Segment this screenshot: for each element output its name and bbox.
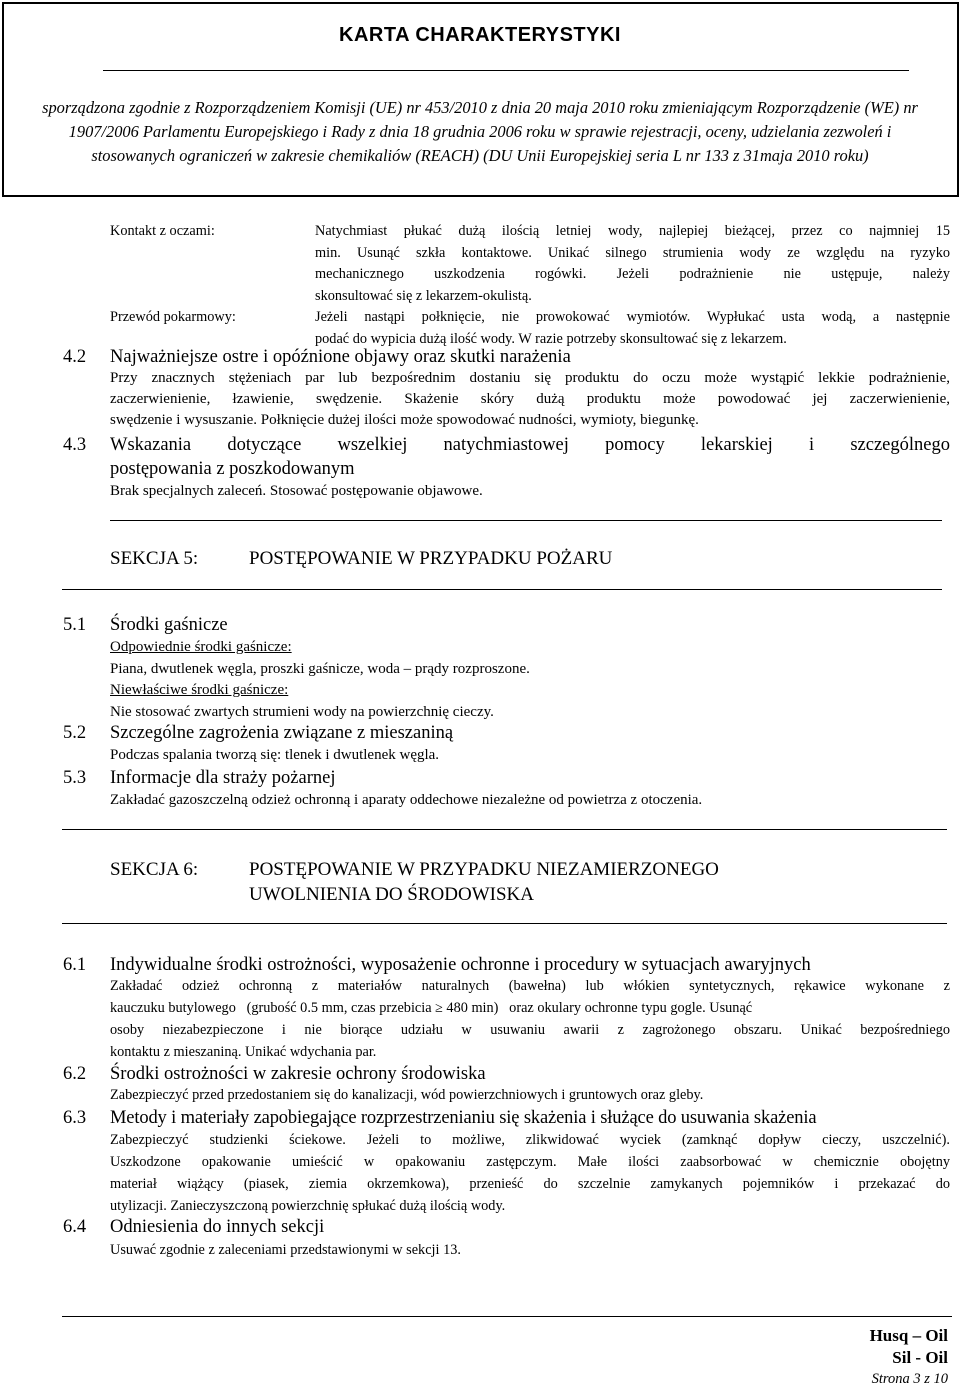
- section-6-3-line-4: utylizacji. Zanieczyszczoną powierzchnię spłukać dużą ilością wody.: [110, 1198, 506, 1214]
- section-6-3-heading: Metody i materiały zapobiegające rozprzestrzenianiu się skażenia i służące do usuwania skażenia: [110, 1108, 817, 1128]
- section-6-1-line-1: Zakładać odzież ochronną z materiałów naturalnych (bawełna) lub włókien syntetycznych, rękawice wykonane z: [110, 978, 950, 994]
- section-6-3-line-2: Uszkodzone opakowanie umieścić w opakowaniu zastępczym. Małe ilości zaabsorbować w chemicznie obojętny: [110, 1154, 950, 1170]
- section-divider: [62, 589, 942, 590]
- suitable-media-label: [110, 637, 292, 658]
- ingestion-label: Przewód pokarmowy:: [110, 309, 236, 325]
- section-6-title-line-1: POSTĘPOWANIE W PRZYPADKU NIEZAMIERZONEGO: [249, 859, 719, 880]
- ingestion-line-2: podać do wypicia dużą ilość wody. W razie potrzeby skonsultować się z lekarzem.: [315, 331, 787, 347]
- section-6-2-text: Zabezpieczyć przed przedostaniem się do kanalizacji, wód powierzchniowych i gruntowych oraz gleby.: [110, 1087, 704, 1103]
- section-divider: [62, 923, 947, 924]
- section-6-title-line-2: UWOLNIENIA DO ŚRODOWISKA: [249, 884, 534, 905]
- section-divider: [110, 520, 942, 521]
- footer-product-2: Sil - Oil: [892, 1348, 948, 1367]
- section-4-2-line-1: Przy znacznych stężeniach par lub bezpośrednim dostaniu się produktu do oczu może wystąpić lekkie podrażnienie,: [110, 370, 950, 386]
- section-6-3-line-3: materiał wiążący (piasek, ziemia okrzemkowa), przenieść do szczelnie zamykanych pojemników i przekazać do: [110, 1176, 950, 1192]
- section-5-2-number: 5.2: [63, 723, 87, 743]
- section-5-3-text: Zakładać gazoszczelną odzież ochronną i aparaty oddechowe niezależne od powietrza z otoczenia.: [110, 792, 703, 808]
- section-6-2-number: 6.2: [63, 1064, 87, 1084]
- section-5-1-heading: Środki gaśnicze: [110, 615, 228, 635]
- section-4-3-heading-line-1: Wskazania dotyczące wszelkiej natychmiastowej pomocy lekarskiej i szczególnego: [110, 435, 950, 455]
- section-6-1-heading: Indywidualne środki ostrożności, wyposażenie ochronne i procedury w sytuacjach awaryjnych: [110, 955, 811, 975]
- unsuitable-media-label-text: Niewłaściwe środki gaśnicze:: [110, 682, 289, 698]
- section-6-3-number: 6.3: [63, 1108, 87, 1128]
- title-rule: [103, 70, 909, 71]
- section-6-3-line-1: Zabezpieczyć studzienki ściekowe. Jeżeli to możliwe, zlikwidować wyciek (zamknąć dopływ cieczy, uszczelnić).: [110, 1132, 950, 1148]
- section-5-1-number: 5.1: [63, 615, 87, 635]
- section-4-2-line-2: zaczerwienienie, łzawienie, swędzenie. Skażenie skóry dużą produktu może powodować jej zaczerwienienie,: [110, 391, 950, 407]
- eyes-line-1: Natychmiast płukać dużą ilością letniej wody, najlepiej bieżącej, przez co najmniej 15: [315, 223, 950, 239]
- greater-equal-symbol: ≥: [435, 1001, 443, 1016]
- section-5-title: POSTĘPOWANIE W PRZYPADKU POŻARU: [249, 548, 613, 569]
- footer-rule: [62, 1316, 952, 1317]
- section-4-3-heading-line-2: postępowania z poszkodowanym: [110, 459, 355, 479]
- section-6-1-line-2a: kauczuku butylowego (grubość 0.5 mm, czas przebicia: [110, 1000, 432, 1016]
- section-6-4-number: 6.4: [63, 1217, 87, 1237]
- section-5-2-text: Podczas spalania tworzą się: tlenek i dwutlenek węgla.: [110, 747, 440, 763]
- section-6-1-line-2b: 480 min) oraz okulary ochronne typu gogle. Usunąć: [446, 1000, 753, 1016]
- suitable-media-label-text: Odpowiednie środki gaśnicze:: [110, 639, 292, 655]
- regulation-subtitle: sporządzona zgodnie z Rozporządzeniem Komisji (UE) nr 453/2010 z dnia 20 maja 2010 roku zmieniającym Rozporządzenie (WE) nr 1907/2006 Parlamentu Europejskiego i Rady z dnia 18 grudnia 2006 roku w sprawie rejestracji, oceny, udzielania zezwoleń i stosowanych ograniczeń w zakresie chemikaliów (REACH) (DU Unii Europejskiej seria L nr 133 z 31maja 2010 roku): [42, 98, 918, 165]
- section-5-label: SEKCJA 5:: [110, 548, 199, 569]
- unsuitable-media-text: Nie stosować zwartych strumieni wody na powierzchnię cieczy.: [110, 704, 494, 720]
- section-5-3-number: 5.3: [63, 768, 87, 788]
- section-divider: [62, 829, 947, 830]
- section-6-2-heading: Środki ostrożności w zakresie ochrony środowiska: [110, 1064, 486, 1084]
- eyes-line-4: skonsultować się z lekarzem-okulistą.: [315, 287, 532, 304]
- section-5-3-heading: Informacje dla straży pożarnej: [110, 768, 336, 788]
- ingestion-line-1: Jeżeli nastąpi połknięcie, nie prowokować wymiotów. Wypłukać usta wodą, a następnie: [315, 309, 950, 325]
- suitable-media-text: Piana, dwutlenek węgla, proszki gaśnicze, woda – prądy rozproszone.: [110, 661, 530, 677]
- section-6-4-heading: Odniesienia do innych sekcji: [110, 1217, 325, 1237]
- document-title: KARTA CHARAKTERYSTYKI: [339, 24, 621, 46]
- section-4-2-heading: Najważniejsze ostre i opóźnione objawy oraz skutki narażenia: [110, 347, 571, 367]
- section-4-3-number: 4.3: [63, 435, 87, 455]
- section-6-1-line-4: kontaktu z mieszaniną. Unikać wdychania par.: [110, 1044, 377, 1060]
- section-4-2-line-3: swędzenie i wysuszanie. Połknięcie dużej ilości może spowodować nudności, wymioty, biegunkę.: [110, 412, 699, 428]
- section-6-1-line-2: [110, 998, 950, 1020]
- eyes-label: Kontakt z oczami:: [110, 223, 215, 239]
- eyes-line-2: min. Usunąć szkła kontaktowe. Unikać silnego strumienia wody ze względu na ryzyko: [315, 244, 950, 261]
- section-6-4-text: Usuwać zgodnie z zaleceniami przedstawionymi w sekcji 13.: [110, 1242, 461, 1258]
- section-6-1-number: 6.1: [63, 955, 87, 975]
- section-6-1-line-3: osoby niezabezpieczone i nie biorące udziału w usuwaniu awarii z zagrożonego obszaru. Unikać bezpośredniego: [110, 1022, 950, 1038]
- footer-product-1: Husq – Oil: [869, 1326, 948, 1345]
- footer-page-number: Strona 3 z 10: [871, 1371, 948, 1387]
- unsuitable-media-label: [110, 680, 288, 701]
- eyes-line-3: mechanicznego uszkodzenia rogówki. Jeżeli podrażnienie nie ustępuje, należy: [315, 266, 950, 282]
- section-4-2-number: 4.2: [63, 347, 87, 367]
- section-4-3-text: Brak specjalnych zaleceń. Stosować postępowanie objawowe.: [110, 483, 483, 499]
- section-6-label: SEKCJA 6:: [110, 859, 199, 880]
- section-5-2-heading: Szczególne zagrożenia związane z mieszaniną: [110, 723, 454, 743]
